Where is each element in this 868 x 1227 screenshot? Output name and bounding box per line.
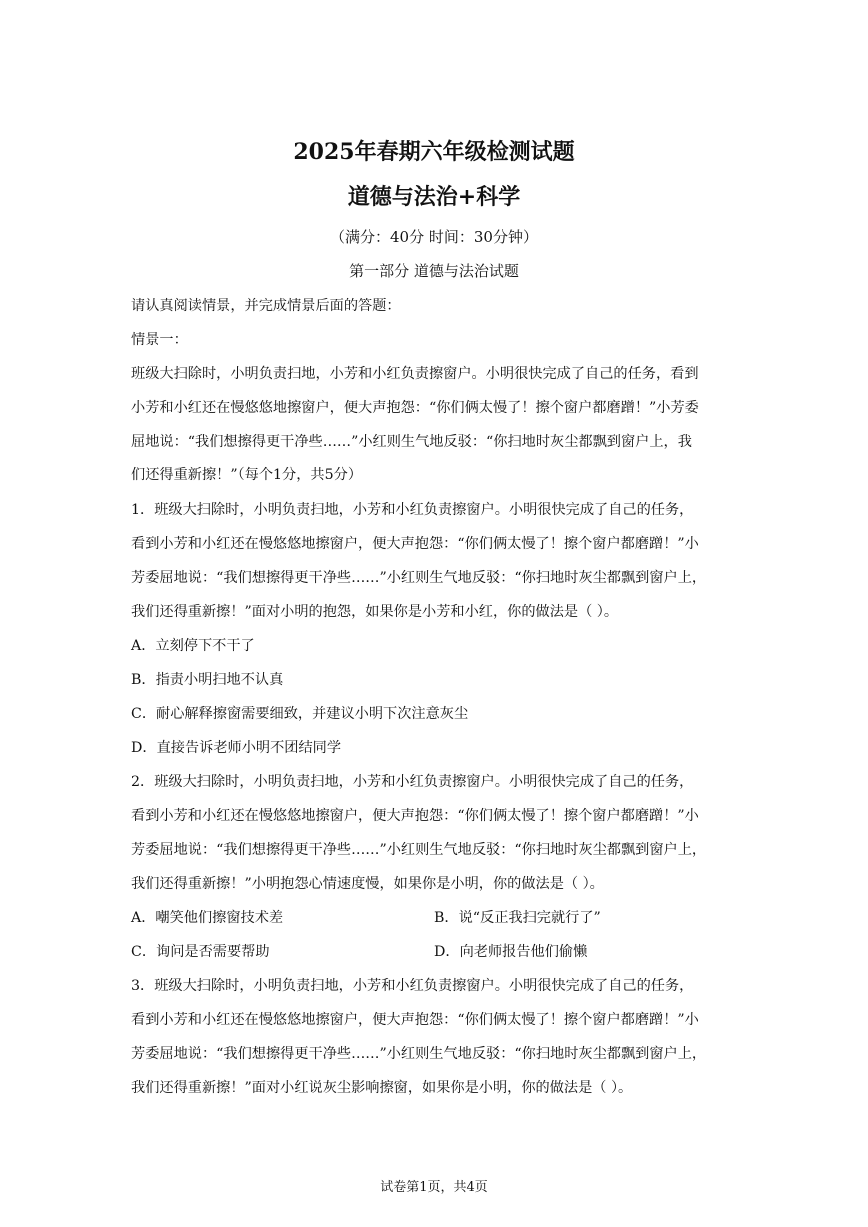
question-2-option-b: B．说“反正我扫完就行了” <box>434 910 601 926</box>
scenario-line: 小芳和小红还在慢悠悠地擦窗户，便大声抱怨：“你们俩太慢了！擦个窗户都磨蹭！”小芳委 <box>131 400 699 416</box>
question-2-option-c: C．询问是否需要帮助 <box>131 944 270 960</box>
exam-title: 2025年春期六年级检测试题 <box>293 139 575 165</box>
question-2-line: 2．班级大扫除时，小明负责扫地，小芳和小红负责擦窗户。小明很快完成了自己的任务， <box>131 774 694 790</box>
question-1-line: 看到小芳和小红还在慢悠悠地擦窗户，便大声抱怨：“你们俩太慢了！擦个窗户都磨蹭！”小 <box>131 536 699 552</box>
question-1-option-b: B．指责小明扫地不认真 <box>131 672 284 688</box>
question-3-line: 我们还得重新擦！”面对小红说灰尘影响擦窗，如果你是小明，你的做法是（ ）。 <box>131 1080 633 1096</box>
question-2-line: 看到小芳和小红还在慢悠悠地擦窗户，便大声抱怨：“你们俩太慢了！擦个窗户都磨蹭！”小 <box>131 808 699 824</box>
question-3-line: 芳委屈地说：“我们想擦得更干净些……”小红则生气地反驳：“你扫地时灰尘都飘到窗户上， <box>131 1046 707 1062</box>
question-1-option-c: C．耐心解释擦窗需要细致，并建议小明下次注意灰尘 <box>131 706 469 722</box>
question-1-line: 芳委屈地说：“我们想擦得更干净些……”小红则生气地反驳：“你扫地时灰尘都飘到窗户上， <box>131 570 707 586</box>
question-1-option-a: A．立刻停下不干了 <box>131 638 255 654</box>
question-1-option-d: D．直接告诉老师小明不团结同学 <box>131 740 342 756</box>
scenario-label: 情景一： <box>131 332 188 348</box>
exam-subtitle: 道德与法治+科学 <box>347 184 521 210</box>
page-footer: 试卷第1页，共4页 <box>380 1180 488 1195</box>
question-1-line: 1．班级大扫除时，小明负责扫地，小芳和小红负责擦窗户。小明很快完成了自己的任务， <box>131 502 694 518</box>
scenario-line: 屈地说：“我们想擦得更干净些……”小红则生气地反驳：“你扫地时灰尘都飘到窗户上，我 <box>131 434 692 450</box>
scenario-line: 班级大扫除时，小明负责扫地，小芳和小红负责擦窗户。小明很快完成了自己的任务，看到 <box>131 366 699 382</box>
question-2-option-a: A．嘲笑他们擦窗技术差 <box>131 910 284 926</box>
question-1-line: 我们还得重新擦！”面对小明的抱怨，如果你是小芳和小红，你的做法是（ ）。 <box>131 604 619 620</box>
question-2-option-d: D．向老师报告他们偷懒 <box>434 944 588 960</box>
part-title: 第一部分 道德与法治试题 <box>349 262 519 280</box>
question-3-line: 3．班级大扫除时，小明负责扫地，小芳和小红负责擦窗户。小明很快完成了自己的任务， <box>131 978 694 994</box>
instructions: 请认真阅读情景，并完成情景后面的答题： <box>131 298 401 314</box>
scenario-line: 们还得重新擦！”（每个1分，共5分） <box>131 467 363 483</box>
question-3-line: 看到小芳和小红还在慢悠悠地擦窗户，便大声抱怨：“你们俩太慢了！擦个窗户都磨蹭！”小 <box>131 1012 699 1028</box>
score-time-info: （满分：40分 时间：30分钟） <box>330 228 538 246</box>
question-2-line: 芳委屈地说：“我们想擦得更干净些……”小红则生气地反驳：“你扫地时灰尘都飘到窗户上， <box>131 842 707 858</box>
question-2-line: 我们还得重新擦！”小明抱怨心情速度慢，如果你是小明，你的做法是（ ）。 <box>131 876 604 892</box>
